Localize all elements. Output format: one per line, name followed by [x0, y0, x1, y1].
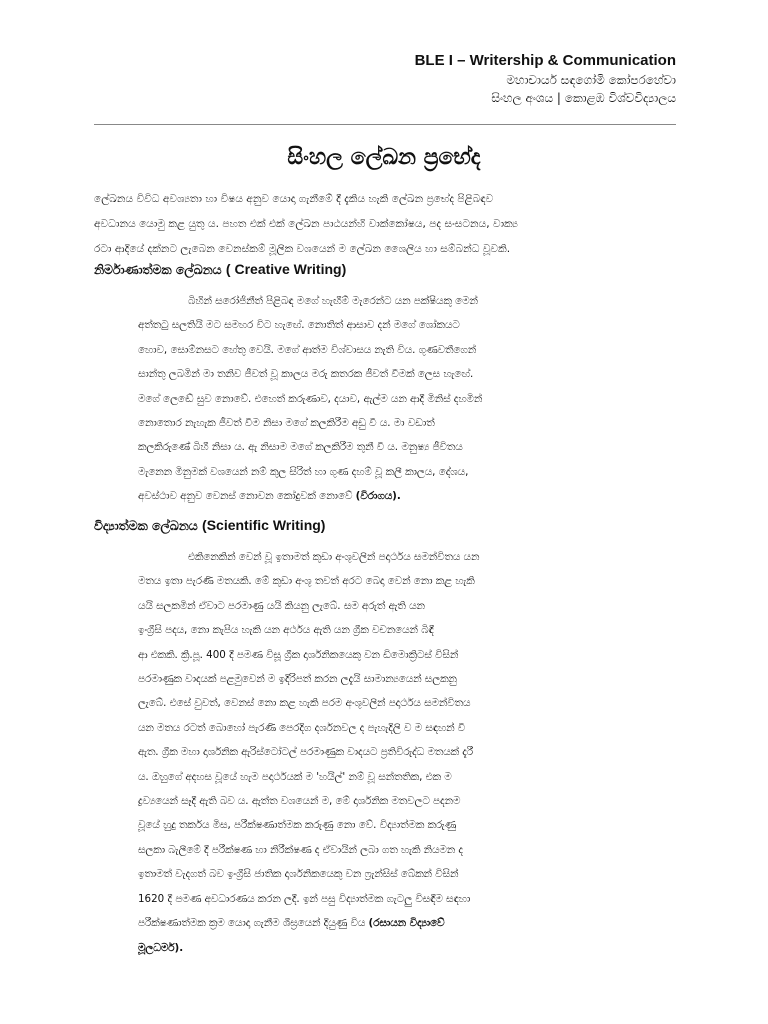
paragraph-line-text: පරීක්ෂණාත්මක ක්‍රම යොදා ගැනීම ශීඝ්‍රයෙන් දියුණු විය: [138, 917, 366, 930]
section-heading-sinhala: නිර්මාණාත්මක ලේඛනය: [94, 262, 222, 277]
paragraph-line: කලකිරුණේ බිහී නිසා ය. ඇ නිසාම මගේ කලකිරීම තුනී වී ය. මනුෂ්‍ය ජීවිතය: [138, 441, 463, 454]
paragraph-line: පරමාණුක වාදයක් පළමුවෙන් ම ඉදිරිපත් කරන ලදැයි සාමාන්‍යයෙන් සලකනු: [138, 673, 457, 686]
course-title: BLE I – Writership & Communication: [414, 52, 676, 69]
paragraph-line: මතය ඉතා පැරණි මතයකි. මේ කුඩා අංශු තවත් අරට බෙදා වෙන් නො කළ හැකි: [138, 575, 475, 588]
section-heading-english: (Scientific Writing): [202, 517, 326, 533]
paragraph-line: [138, 911, 650, 935]
paragraph-line: 1620 දී පමණ අවධාරණය කරන ලදී. ඉන් පසු විද්‍යාත්මක ගැටලු විසඳීම සඳහා: [138, 892, 471, 905]
section-heading-english: ( Creative Writing): [225, 261, 347, 277]
paragraph-line: ලැබේ. එසේ වුවත්, වෙනස් නො කළ හැකි පරම අංශුවලින් පදාර්ථය සමන්විතය: [138, 697, 471, 710]
section-heading-sinhala: විද්‍යාත්මක ලේඛනය: [94, 518, 198, 533]
paragraph-line: ද්‍රව්‍යයෙන් සෑදී ඇති බව ය. ඇත්ත වශයෙන් ම, මේ දාර්ශනික මතවලට පදනම: [138, 795, 461, 808]
emphasis-text: මූලධර්ම).: [138, 941, 184, 954]
intro-line: අවධානය යොමු කළ යුතු ය. පහත එක් එක් ලේඛන පාඨයන්හි වාක්කෝෂය, පද සංසටනය, වාක්‍ය: [94, 218, 518, 230]
affiliation: සිංහල අංශය | කොළඹ විශ්වවිද්‍යාලය: [491, 91, 676, 105]
paragraph-line: නොතොර නැහැක ජීවත් වීම නිසා මගේ කලකිරීම අඩු වී ය. මා වඩාත්: [138, 417, 435, 430]
paragraph-line: සලකා බැලීමේ දී පරීක්ෂණ හා නිරීක්ෂණ ද ඒවායින් ලබා ගත හැකි නියමන ද: [138, 843, 463, 856]
paragraph-line: අත්තටු සලතියි මට සමහර විට හැඟේ. නොතිත් ආසාව දන් මගේ ශෝකයට: [138, 319, 460, 332]
paragraph-line: සාන්තු ලබමින් මා තනිව ජීවත් වූ කාලය මරු කතරක ජීවත් වීමක් ලෙස හැඟේ.: [138, 368, 474, 381]
paragraph-line: බිහින් සරෝජිනීත් පිළිබඳ මගේ හැඟීම් මැරෙන්ට යන පක්ෂියකු මෙන්: [188, 295, 478, 307]
header-divider: [94, 124, 676, 125]
paragraph-line: ඉතාමත් වැදගත් බව ඉංග්‍රීසි ජාතික දාර්ශනිකයෙකු වන ෆ්‍රැන්සිස් බේකන් විසින්: [138, 868, 459, 881]
paragraph-line: යයි සලකමින් ඒවාට පරමාණු යයි කියනු ලැබේ. සම අරුත් ඇති යන: [138, 599, 425, 612]
author-name: මහාචාර්ය සඳගෝමි කෝපරහේවා: [506, 73, 676, 87]
paragraph-line: වූයේ හුදු තර්කය මිස, පරීක්ෂණාත්මක කරුණු නො වේ. විද්‍යාත්මක කරුණු: [138, 819, 457, 832]
paragraph-line: ය. ඔහුගේ අදහස වූයේ හැම පදාර්ථයක් ම 'හයිල්' නම් වූ සන්තතික, එක ම: [138, 770, 452, 783]
paragraph-line: ආ එකකි. ක්‍රි.පූ. 400 දී පමණ විසූ ග්‍රීක දාර්ශනිකයෙකු වන ඩිමොක්‍රිටස් විසින්: [138, 648, 459, 661]
section-heading-scientific: [94, 517, 325, 534]
paragraph-line: [138, 484, 650, 508]
paragraph-line: මැනෙන මිනුමක් වශයෙන් නම් කුල සිරිත් හා ගුණ දහම් වූ කලී කාලය, දේශය,: [138, 465, 469, 478]
paragraph-line-text: අවස්ථාව අනුව වෙනස් නොවන කෝදුවක් නොවේ: [138, 490, 353, 503]
emphasis-text: (විරාගය).: [355, 490, 401, 503]
paragraph-line: මගේ ලෙඬේ සුව නොවේ. එහෙත් කරුණාව, දයාව, ඇල්ම යන ආදී මිනිස් දහමින්: [138, 392, 483, 405]
paragraph-line: යන මතය රටත් බොහෝ පැරණි පෙරදිග දර්ශනවල ද පැහැදිලි ව ම සඳහන් වී: [138, 721, 466, 734]
intro-line: රටා ආදියේ දක්නට ලැබෙන වෙනස්කම් මූලික වශයෙන් ම ලේඛන ශෛලිය හා සම්බන්ධ වූවකි.: [94, 243, 511, 255]
scientific-writing-paragraph: [138, 545, 650, 960]
emphasis-text: (රසායන විද්‍යාවේ: [368, 917, 445, 930]
section-heading-creative: [94, 261, 346, 278]
paragraph-line: එකිනෙකින් වෙන් වූ ඉතාමත් කුඩා අංශුවලින් පදාර්ථය සමන්විතය යන: [188, 551, 480, 563]
paragraph-line: හොව, සොම්නසට හේතු වෙයි. මගේ ආත්ම විශ්වාසය නැති විය. ගුණවතීගෙන්: [138, 343, 477, 356]
paragraph-line: ඇත. ග්‍රීක මහා දාර්ශනික ඇරිස්ටෝටල් පරමාණුක වාදයට ප්‍රතිවිරුද්ධ මතයක් දැරී: [138, 746, 474, 759]
paragraph-line: ඉංග්‍රීසි පදය, නො කැපිය හැකි යන අර්ථය ඇති යන ග්‍රීක වචනයෙන් බිඳී: [138, 624, 434, 637]
document-header: [415, 52, 676, 107]
intro-paragraph: [94, 187, 692, 262]
page-title: සිංහල ලේඛන ප්‍රභේද: [287, 145, 481, 170]
creative-writing-paragraph: [138, 289, 650, 509]
intro-line: ලේඛනය විවිධ අවශ්‍යතා හා විෂය අනුව යොදා ගැනීමේ දී දැකිය හැකි ලේඛන ප්‍රභේද පිළිබඳව: [94, 193, 494, 205]
